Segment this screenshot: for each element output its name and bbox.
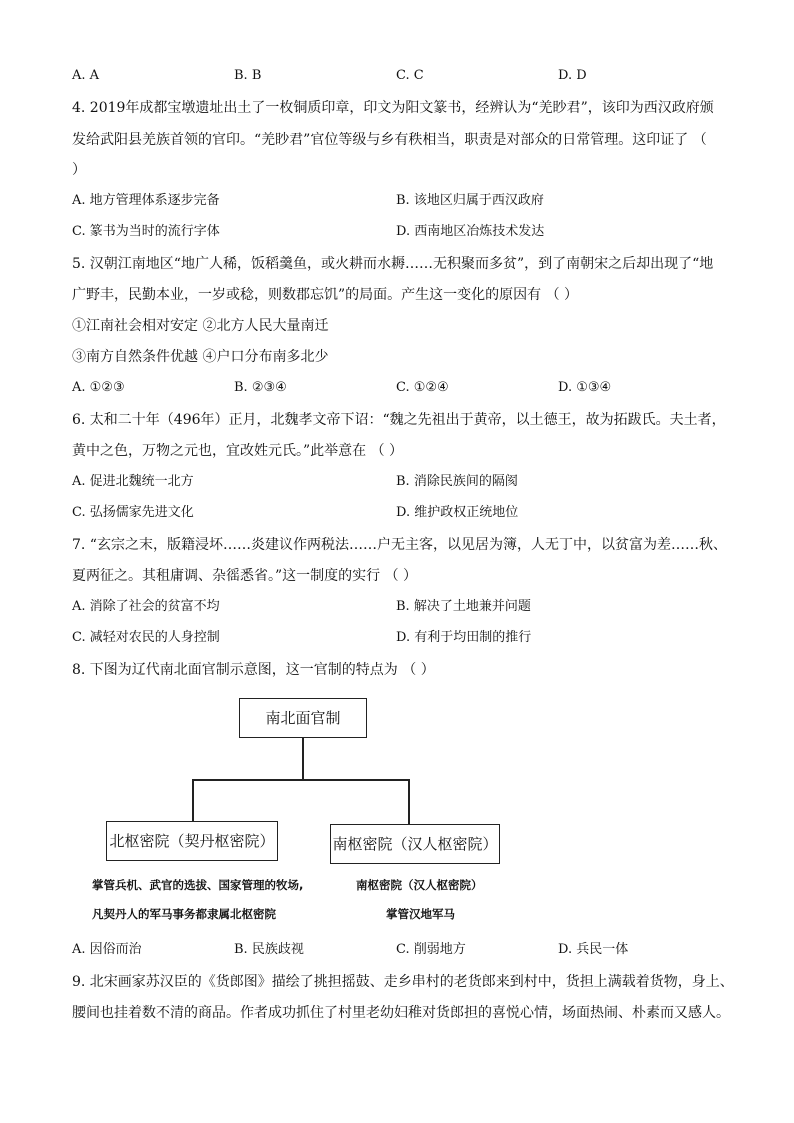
q4-stem-line2: 发给武阳县羌族首领的官印。“羌眇君”官位等级与乡有秩相当，职责是对部众的日常管理。这印证了 （: [72, 132, 707, 148]
q7-stem-line1: 7. “玄宗之末，版籍浸坏……炎建议作两税法……户无主客，以见居为簿，人无丁中，以贫富为差……秋、: [72, 537, 727, 553]
q6-option-d[interactable]: D. 维护政权正统地位: [396, 505, 519, 520]
q3-option-b[interactable]: B. B: [234, 68, 262, 83]
q4-option-a[interactable]: A. 地方管理体系逐步完备: [72, 193, 220, 208]
q5-item-line1: ①江南社会相对安定 ②北方人民大量南迁: [72, 318, 329, 334]
q5-option-d[interactable]: D. ①③④: [558, 380, 612, 395]
q4-options-row1: [0, 191, 794, 211]
q3-option-d[interactable]: D. D: [558, 68, 587, 83]
q8-option-b[interactable]: B. 民族歧视: [234, 942, 304, 957]
q8-option-c[interactable]: C. 削弱地方: [396, 942, 466, 957]
diagram-connector-left: [192, 779, 194, 821]
q7-options-row1: [0, 597, 794, 617]
q6-stem-line1: 6. 太和二十年（496年）正月，北魏孝文帝下诏：“魏之先祖出于黄帝，以土德王，故为拓跋氏。夫土者，: [72, 412, 726, 428]
q5-stem-line1: 5. 汉朝江南地区“地广人稀，饭稻羹鱼，或火耕而水耨……无积聚而多贫”，到了南朝宋之后却出现了“地: [72, 256, 714, 272]
q7-stem-line2: 夏两征之。其租庸调、杂徭悉省。”这一制度的实行 （ ）: [72, 568, 418, 584]
q7-option-a[interactable]: A. 消除了社会的贫富不均: [72, 599, 220, 614]
q9-stem-line2: 腰间也挂着数不清的商品。作者成功抓住了村里老幼妇稚对货郎担的喜悦心情，场面热闹、朴素而又感人。: [72, 1005, 730, 1021]
q8-options: [0, 940, 794, 960]
q3-options: [0, 66, 794, 86]
q5-option-b[interactable]: B. ②③④: [234, 380, 287, 395]
q7-option-c[interactable]: C. 减轻对农民的人身控制: [72, 630, 220, 645]
q6-options-row2: [0, 503, 794, 523]
q4-stem-line3: ）: [72, 162, 86, 178]
q4-option-d[interactable]: D. 西南地区冶炼技术发达: [396, 224, 545, 239]
q5-option-a[interactable]: A. ①②③: [72, 380, 125, 395]
q4-stem-line1: 4. 2019年成都宝墩遗址出土了一枚铜质印章，印文为阳文篆书，经辨认为“羌眇君”，该印为西汉政府颁: [72, 100, 714, 116]
q3-option-c[interactable]: C. C: [396, 68, 424, 83]
q7-option-d[interactable]: D. 有利于均田制的推行: [396, 630, 532, 645]
diagram-north-box: 北枢密院（契丹枢密院）: [106, 821, 278, 861]
q8-option-a[interactable]: A. 因俗而治: [72, 942, 142, 957]
q3-option-a[interactable]: A. A: [72, 68, 100, 83]
diagram-south-note-line2: 掌管汉地军马: [386, 907, 455, 921]
q8-stem: 8. 下图为辽代南北面官制示意图，这一官制的特点为 （ ）: [72, 662, 435, 678]
diagram-north-note-line2: 凡契丹人的军马事务都隶属北枢密院: [92, 907, 276, 921]
q5-stem-line2: 广野丰，民勤本业，一岁或稔，则数郡忘饥”的局面。产生这一变化的原因有 （ ）: [72, 287, 579, 303]
q6-stem-line2: 黄中之色，万物之元也，宜改姓元氏。”此举意在 （ ）: [72, 443, 404, 459]
diagram-south-note-line1: 南枢密院（汉人枢密院）: [356, 878, 483, 892]
q4-options-row2: [0, 222, 794, 242]
q6-option-b[interactable]: B. 消除民族间的隔阂: [396, 474, 518, 489]
diagram-north-note-line1: 掌管兵机、武官的选拔、国家管理的牧场,: [92, 878, 304, 892]
q6-options-row1: [0, 472, 794, 492]
q6-option-c[interactable]: C. 弘扬儒家先进文化: [72, 505, 194, 520]
q5-options: [0, 378, 794, 398]
q5-item-line2: ③南方自然条件优越 ④户口分布南多北少: [72, 349, 329, 365]
diagram-connector-vertical: [302, 737, 304, 780]
diagram-connector-horizontal: [192, 779, 409, 781]
q5-option-c[interactable]: C. ①②④: [396, 380, 449, 395]
q7-option-b[interactable]: B. 解决了土地兼并问题: [396, 599, 531, 614]
q9-stem-line1: 9. 北宋画家苏汉臣的《货郎图》描绘了挑担摇鼓、走乡串村的老货郎来到村中，货担上满载着货物，身上、: [72, 974, 734, 990]
diagram-top-box: 南北面官制: [239, 698, 367, 738]
diagram-connector-right: [408, 779, 410, 824]
q8-option-d[interactable]: D. 兵民一体: [558, 942, 629, 957]
q6-option-a[interactable]: A. 促进北魏统一北方: [72, 474, 194, 489]
q4-option-b[interactable]: B. 该地区归属于西汉政府: [396, 193, 544, 208]
q7-options-row2: [0, 628, 794, 648]
diagram-south-box: 南枢密院（汉人枢密院）: [330, 824, 500, 864]
q4-option-c[interactable]: C. 篆书为当时的流行字体: [72, 224, 220, 239]
